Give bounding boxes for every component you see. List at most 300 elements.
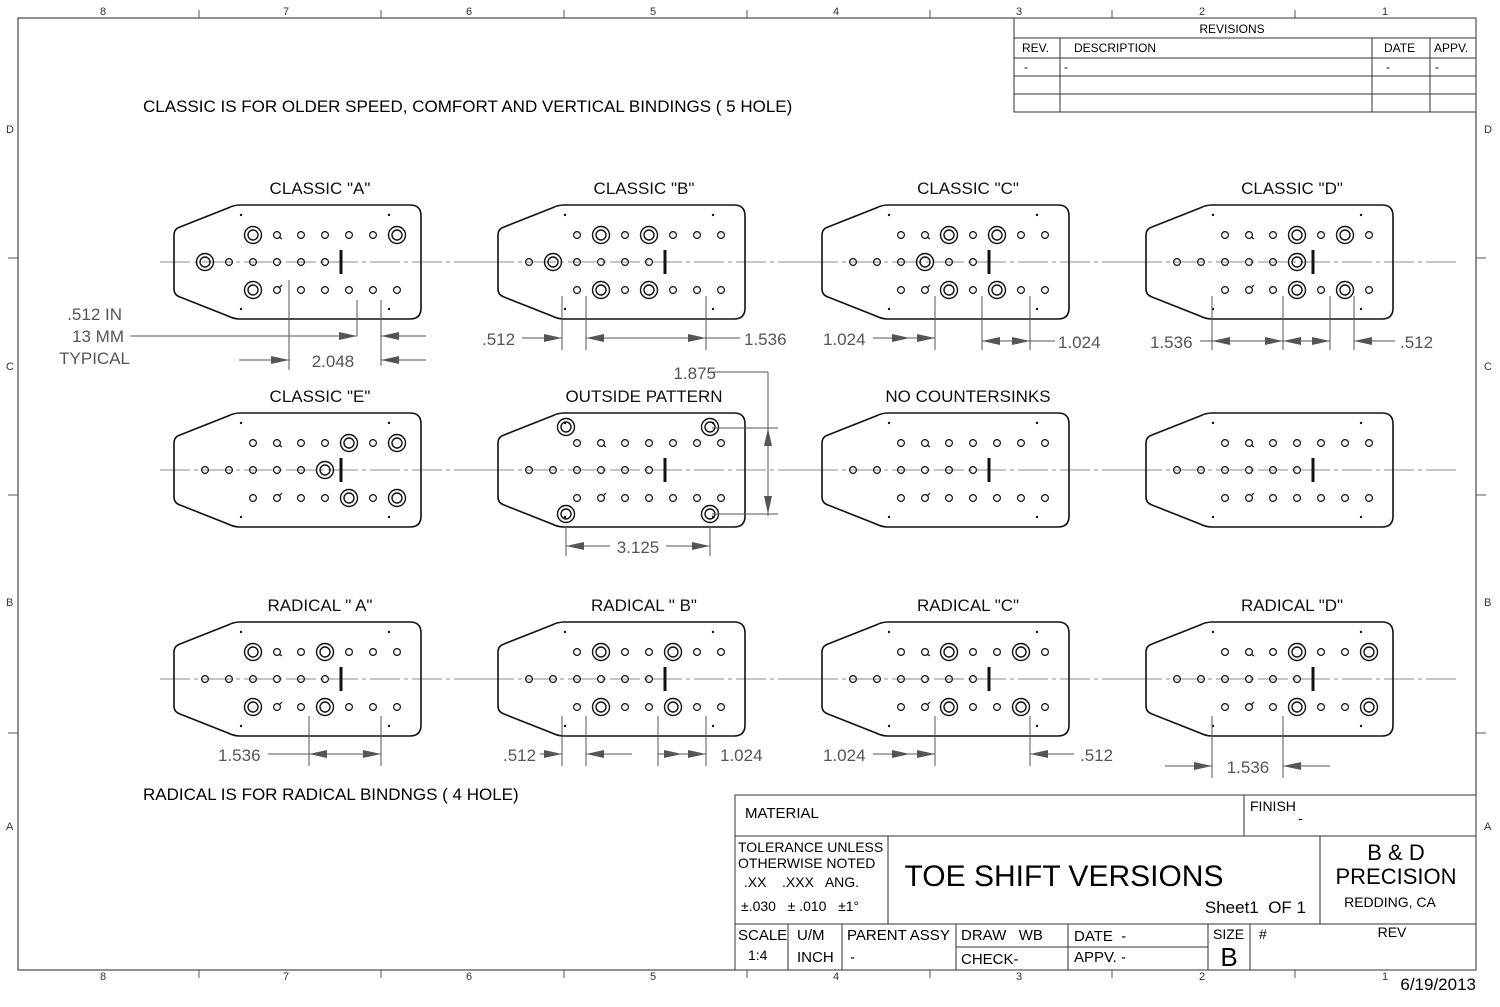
countersunk-hole-inner [320,702,330,712]
hole [670,495,677,502]
countersunk-hole [1337,227,1354,244]
countersunk-hole [593,644,610,661]
hole [970,704,977,711]
hole [970,495,977,502]
left-zone-label: D [6,124,14,136]
slot-tail [279,237,282,239]
dim-radical-b-right: 1.024 [720,746,763,765]
hole [1222,232,1229,239]
reference-dot [1212,214,1214,216]
countersunk-hole [317,699,334,716]
hole [370,232,377,239]
reference-dot [888,516,890,518]
plate-label: CLASSIC "E" [269,387,371,406]
hole [1366,287,1373,294]
hole [1042,440,1049,447]
hole [298,649,305,656]
hole [622,440,629,447]
hole [346,232,353,239]
plate-view [160,179,484,319]
reference-dot [388,725,390,727]
reference-dot [1360,725,1362,727]
top-zone-label: 3 [1015,6,1023,18]
plate-view [484,179,808,319]
description-cell: - [1064,60,1068,74]
um-value: INCH [797,949,834,966]
hole [670,440,677,447]
hole [250,440,257,447]
reference-dot [1036,422,1038,424]
dim-typical-mm: 13 MM [72,327,124,346]
tolerance-values: ±.030 ± .010 ±1° [741,898,860,914]
slot-tail [279,445,282,447]
hole [370,704,377,711]
reference-dot [712,214,714,216]
hole [1042,649,1049,656]
plate-label: RADICAL " A" [267,596,373,615]
countersunk-hole [1361,644,1378,661]
hole [322,287,329,294]
countersunk-hole [665,699,682,716]
hole [1294,495,1301,502]
countersunk-hole [389,435,406,452]
slot-tail [279,285,282,288]
countersunk-hole-inner [644,230,654,240]
size-label: SIZE [1213,926,1245,942]
countersunk-hole-inner [944,285,954,295]
hole [994,649,1001,656]
hole [1318,232,1325,239]
print-date: 6/19/2013 [1400,975,1476,994]
hole [574,495,581,502]
right-zone-label: D [1484,124,1492,136]
slot-tail [1251,445,1254,447]
countersunk-hole-inner [248,285,258,295]
hole [1018,232,1025,239]
hole [298,440,305,447]
hole [394,287,401,294]
hole [574,440,581,447]
countersunk-hole-inner [1340,285,1350,295]
top-zone-label: 5 [649,6,657,18]
reference-dot [564,725,566,727]
countersunk-hole [1013,699,1030,716]
hole [994,495,1001,502]
hole [898,495,905,502]
countersunk-hole [941,699,958,716]
hole [946,495,953,502]
slot-tail [927,285,930,288]
hole [370,440,377,447]
appv-cell: - [1435,60,1439,74]
outside-countersunk-hole [558,506,575,523]
hole [1318,287,1325,294]
hole [346,704,353,711]
countersunk-hole [665,644,682,661]
reference-dot [1036,516,1038,518]
reference-dot [564,214,566,216]
reference-dot [388,214,390,216]
hole [1270,495,1277,502]
countersunk-hole-inner [644,285,654,295]
countersunk-hole-inner [596,702,606,712]
plate-label: RADICAL "C" [916,596,1020,615]
countersunk-hole [641,227,658,244]
bottom-zone-label: 5 [649,971,657,983]
hole [394,649,401,656]
parent-assy-value: - [850,949,855,966]
company-name-line2: PRECISION [1335,864,1457,889]
reference-dot [888,422,890,424]
hole [370,287,377,294]
rev-label: REV [1377,924,1407,940]
hole [898,232,905,239]
hole [346,649,353,656]
plate-label: CLASSIC "C" [917,179,1019,198]
dim-classic-c-right: 1.024 [1058,333,1101,352]
countersunk-hole-inner [248,230,258,240]
reference-dot [888,631,890,633]
countersunk-hole-inner [992,285,1002,295]
hole [1018,440,1025,447]
countersunk-hole [245,282,262,299]
countersunk-hole [641,282,658,299]
hole [1018,495,1025,502]
hole [1270,440,1277,447]
dim-classic-c-left: 1.024 [823,330,866,349]
hole [1270,649,1277,656]
countersunk-hole-inner [248,647,258,657]
plate-view [1132,596,1456,736]
hole [646,649,653,656]
countersunk-hole-inner [392,438,402,448]
bottom-zone-label: 6 [465,971,473,983]
hole [970,287,977,294]
material-label: MATERIAL [745,805,819,822]
hole [718,232,725,239]
countersunk-hole-inner [1016,702,1026,712]
hole [646,704,653,711]
slot-tail [1251,654,1254,656]
hole [1318,440,1325,447]
countersunk-hole [941,227,958,244]
hole [898,287,905,294]
slot-tail [927,237,930,239]
reference-dot [1360,422,1362,424]
revisions-title: REVISIONS [1199,22,1265,36]
reference-dot [564,308,566,310]
finish-label: FINISH [1250,798,1296,814]
countersunk-hole-inner [1292,647,1302,657]
tolerance-line1: TOLERANCE UNLESS [738,839,884,855]
hole [694,287,701,294]
hole [670,232,677,239]
countersunk-hole-inner [1292,285,1302,295]
hole [694,232,701,239]
hole [1042,232,1049,239]
hole [1042,704,1049,711]
plate-label: NO COUNTERSINKS [885,387,1051,406]
reference-dot [1212,516,1214,518]
countersunk-hole [593,699,610,716]
hole [718,649,725,656]
reference-dot [1036,214,1038,216]
dim-classic-d-left: 1.536 [1150,333,1193,352]
company-location: REDDING, CA [1344,894,1436,910]
hole [1342,704,1349,711]
hole [694,440,701,447]
finish-value: - [1298,810,1303,826]
hole [646,440,653,447]
hole [1318,704,1325,711]
plate-view [808,596,1132,736]
hole [718,704,725,711]
um-label: U/M [797,927,825,944]
appv-header: APPV. [1434,41,1469,55]
appv-label: APPV. - [1074,949,1126,966]
slot-tail [603,445,606,447]
countersunk-hole-inner [944,230,954,240]
plate-view [1132,413,1456,527]
countersunk-hole-inner [1292,702,1302,712]
countersunk-hole [341,435,358,452]
scale-value: 1:4 [748,947,768,963]
hole [1366,440,1373,447]
hole [1318,495,1325,502]
countersunk-hole [1361,699,1378,716]
hole [574,287,581,294]
countersunk-hole [389,490,406,507]
parent-assy-label: PARENT ASSY [847,927,950,944]
hole [898,649,905,656]
draw-label: DRAW WB [961,927,1043,944]
hole [250,495,257,502]
tolerance-headers: .XX .XXX ANG. [740,874,860,890]
hole [622,704,629,711]
hole [574,704,581,711]
dim-radical-a: 1.536 [218,746,261,765]
dim-typical-in: .512 IN [67,305,122,324]
hole [1342,440,1349,447]
reference-dot [712,631,714,633]
countersunk-hole-inner [248,702,258,712]
hole [370,495,377,502]
countersunk-hole [341,490,358,507]
left-zone-label: B [6,597,14,609]
radical-note: RADICAL IS FOR RADICAL BINDNGS ( 4 HOLE) [143,785,519,804]
reference-dot [1360,516,1362,518]
reference-dot [564,631,566,633]
countersunk-hole-inner [320,647,330,657]
countersunk-hole [1013,644,1030,661]
hole [298,287,305,294]
hole [1366,495,1373,502]
plate-view [484,387,808,527]
hole [622,287,629,294]
countersunk-hole [593,282,610,299]
hole [994,440,1001,447]
countersunk-hole-inner [392,493,402,503]
slot-tail [1251,285,1254,288]
countersunk-hole [245,699,262,716]
reference-dot [888,308,890,310]
slot-tail [1251,237,1254,239]
dim-radical-b-left: .512 [503,746,537,765]
hole [322,440,329,447]
hole [1342,649,1349,656]
dim-radical-d: 1.536 [1226,758,1270,777]
slot-tail [927,654,930,656]
scale-label: SCALE [738,927,788,944]
countersunk-hole [317,644,334,661]
hole [898,440,905,447]
hole [970,232,977,239]
countersunk-hole-inner [668,702,678,712]
dim-classic-d-right: .512 [1400,333,1434,352]
left-zone-label: A [6,821,14,833]
hole [622,232,629,239]
countersunk-hole-inner [596,230,606,240]
countersunk-hole [1289,282,1306,299]
hole [1342,495,1349,502]
plate-label: OUTSIDE PATTERN [565,387,723,406]
top-zone-label: 2 [1198,6,1206,18]
reference-dot [388,516,390,518]
hole [574,649,581,656]
reference-dot [388,422,390,424]
reference-dot [888,214,890,216]
slot-tail [279,654,282,656]
slot-tail [927,702,930,705]
reference-dot [388,631,390,633]
reference-dot [712,725,714,727]
reference-dot [240,631,242,633]
plate-view [160,596,484,736]
slot-tail [279,493,282,496]
right-zone-label: B [1484,597,1492,609]
left-zone-label: C [6,361,14,373]
dim-outside-width: 3.125 [616,538,660,557]
reference-dot [1360,214,1362,216]
classic-note: CLASSIC IS FOR OLDER SPEED, COMFORT AND VERTICAL BINDINGS ( 5 HOLE) [143,97,793,116]
countersunk-hole [1289,644,1306,661]
countersunk-hole-inner [1016,647,1026,657]
slot-tail [279,702,282,705]
hole [1018,287,1025,294]
reference-dot [1212,631,1214,633]
drawing-title: TOE SHIFT VERSIONS [904,860,1224,893]
top-zone-label: 8 [99,6,107,18]
dim-classic-a: 2.048 [311,352,355,371]
company-name-line1: B & D [1367,840,1425,865]
hole [994,704,1001,711]
plate-view [808,179,1132,319]
plate-label: CLASSIC "A" [269,179,371,198]
right-zone-label: C [1484,361,1492,373]
right-zone-label: A [1484,821,1492,833]
dim-radical-c-left: 1.024 [823,746,866,765]
hole [1222,440,1229,447]
bottom-zone-label: 1 [1381,971,1389,983]
countersunk-hole [1289,699,1306,716]
dim-radical-c-right: .512 [1080,746,1114,765]
hole [898,704,905,711]
plate-label: CLASSIC "D" [1241,179,1343,198]
dim-classic-b-right: 1.536 [744,330,787,349]
hole [718,287,725,294]
reference-dot [1036,725,1038,727]
hole [622,649,629,656]
bottom-zone-label: 4 [832,971,840,983]
slot-tail [927,493,930,496]
plate-label: RADICAL " B" [591,596,697,615]
hole [718,440,725,447]
countersunk-hole-inner [1364,647,1374,657]
size-value: B [1220,942,1238,972]
top-zone-label: 6 [465,6,473,18]
date-header: DATE [1384,41,1416,55]
revisions-table [1014,18,1476,112]
countersunk-hole [989,227,1006,244]
plate-view [808,387,1132,527]
plate-label: CLASSIC "B" [593,179,695,198]
hole [1318,649,1325,656]
outside-countersunk-hole-inner [705,422,715,432]
hole [574,232,581,239]
bottom-zone-label: 3 [1015,971,1023,983]
hole [370,649,377,656]
plate-label: RADICAL "D" [1240,596,1344,615]
countersunk-hole [245,644,262,661]
countersunk-hole-inner [992,230,1002,240]
hole [298,495,305,502]
countersunk-hole-inner [344,493,354,503]
reference-dot [1036,308,1038,310]
rev-header: REV. [1022,41,1049,55]
hole [1222,287,1229,294]
plate-view [484,596,808,736]
countersunk-hole-inner [1364,702,1374,712]
countersunk-hole-inner [1340,230,1350,240]
hole [322,232,329,239]
countersunk-hole [1337,282,1354,299]
hole [346,287,353,294]
hole [298,704,305,711]
outside-countersunk-hole [558,419,575,436]
countersunk-hole [389,227,406,244]
sheet-frame [18,18,1476,970]
reference-dot [712,308,714,310]
slot-tail [603,493,606,496]
date-cell: - [1386,60,1390,74]
hole [322,495,329,502]
reference-dot [888,725,890,727]
bottom-zone-label: 8 [99,971,107,983]
hole [670,287,677,294]
hole [946,440,953,447]
dim-typical-word: TYPICAL [59,349,130,368]
countersunk-hole [989,282,1006,299]
hole [694,649,701,656]
countersunk-hole-inner [392,230,402,240]
plate-view [1132,179,1456,319]
hole [1042,287,1049,294]
countersunk-hole [941,282,958,299]
hole [1270,287,1277,294]
slot-tail [1251,493,1254,496]
countersunk-hole-inner [596,647,606,657]
rev-cell: - [1024,60,1028,74]
